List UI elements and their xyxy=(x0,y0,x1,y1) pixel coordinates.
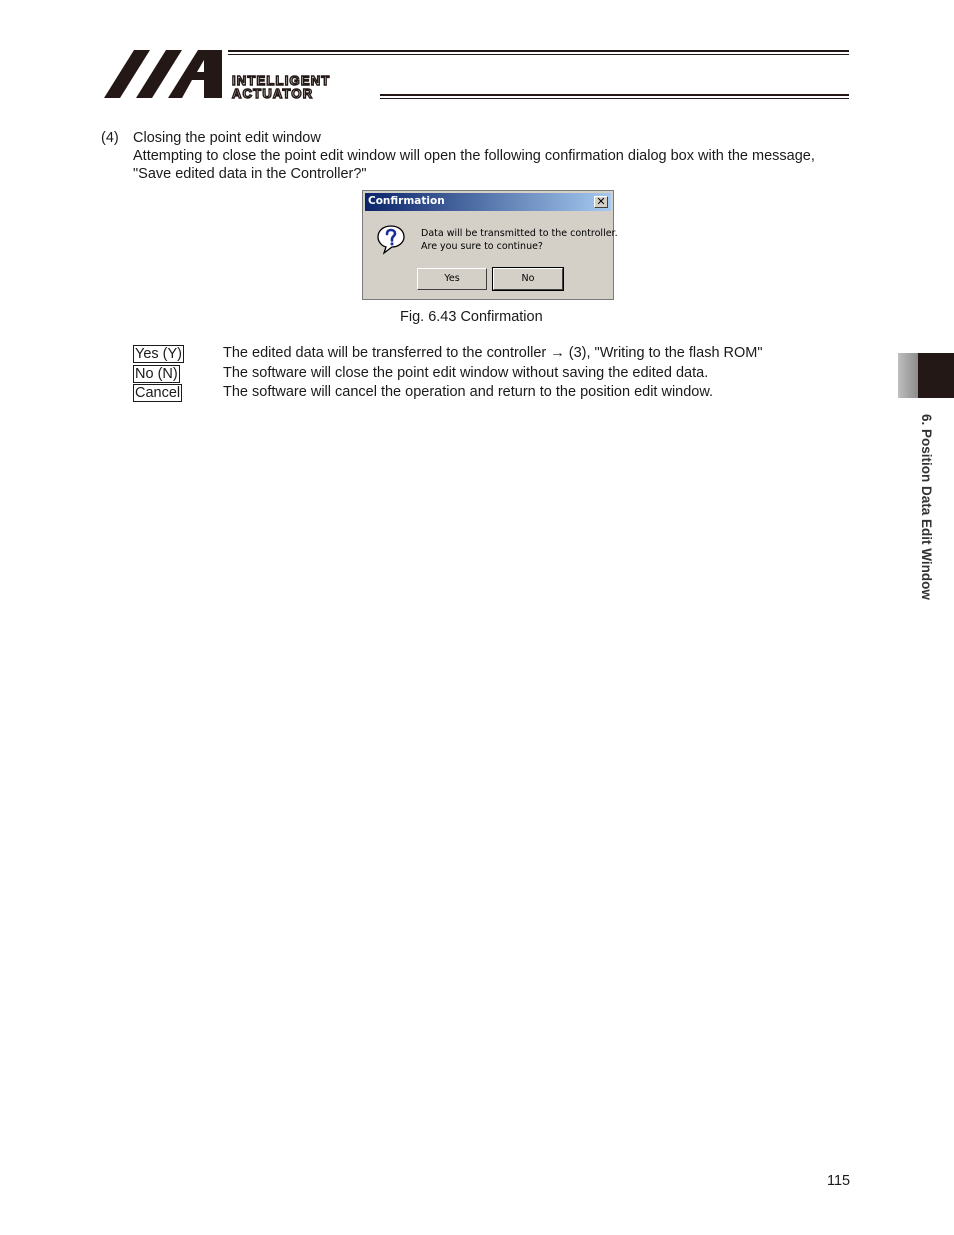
header-rule-bottom xyxy=(380,94,849,96)
header-rule-top xyxy=(228,50,849,52)
section-body-line-2: "Save edited data in the Controller?" xyxy=(133,166,367,182)
figure-caption: Fig. 6.43 Confirmation xyxy=(400,309,543,325)
brand-wordmark xyxy=(232,74,407,100)
page-number: 115 xyxy=(827,1173,851,1189)
confirmation-dialog xyxy=(362,190,618,300)
chapter-tab-black xyxy=(918,353,954,398)
chapter-tab-grey xyxy=(898,353,918,398)
dialog-close-button[interactable] xyxy=(594,196,608,208)
yes-button[interactable]: Yes xyxy=(417,268,487,290)
section-number: (4) xyxy=(101,130,119,146)
company-logo xyxy=(104,50,224,100)
key-no: No (N) xyxy=(135,366,178,382)
close-icon: ✕ xyxy=(596,195,606,208)
section-heading: Closing the point edit window xyxy=(133,130,321,146)
dialog-message xyxy=(421,227,618,253)
definition-yes: The edited data will be transferred to the controller → (3), "Writing to the flash ROM" xyxy=(223,345,763,361)
section-body-line-1: Attempting to close the point edit window will open the following confirmation dialog box with the message, xyxy=(133,148,815,164)
key-yes: Yes (Y) xyxy=(135,346,183,362)
dialog-message-line-2: Are you sure to continue? xyxy=(421,241,543,252)
dialog-title-bar xyxy=(365,193,611,211)
header-rule-top-2 xyxy=(228,54,849,55)
brand-line-2: ACTUATOR xyxy=(232,86,314,101)
brand-line-1: INTELLIGENT xyxy=(232,73,331,88)
question-icon xyxy=(375,223,407,255)
dialog-title: Confirmation xyxy=(368,195,445,207)
definition-cancel: The software will cancel the operation and return to the position edit window. xyxy=(223,384,714,400)
header-rule-bottom-2 xyxy=(380,98,849,99)
key-cancel: Cancel xyxy=(135,385,181,401)
definition-no: The software will close the point edit window without saving the edited data. xyxy=(223,365,709,381)
chapter-label: 6. Position Data Edit Window xyxy=(919,414,934,600)
no-button[interactable]: No xyxy=(493,268,563,290)
dialog-message-line-1: Data will be transmitted to the controller. xyxy=(421,228,618,239)
